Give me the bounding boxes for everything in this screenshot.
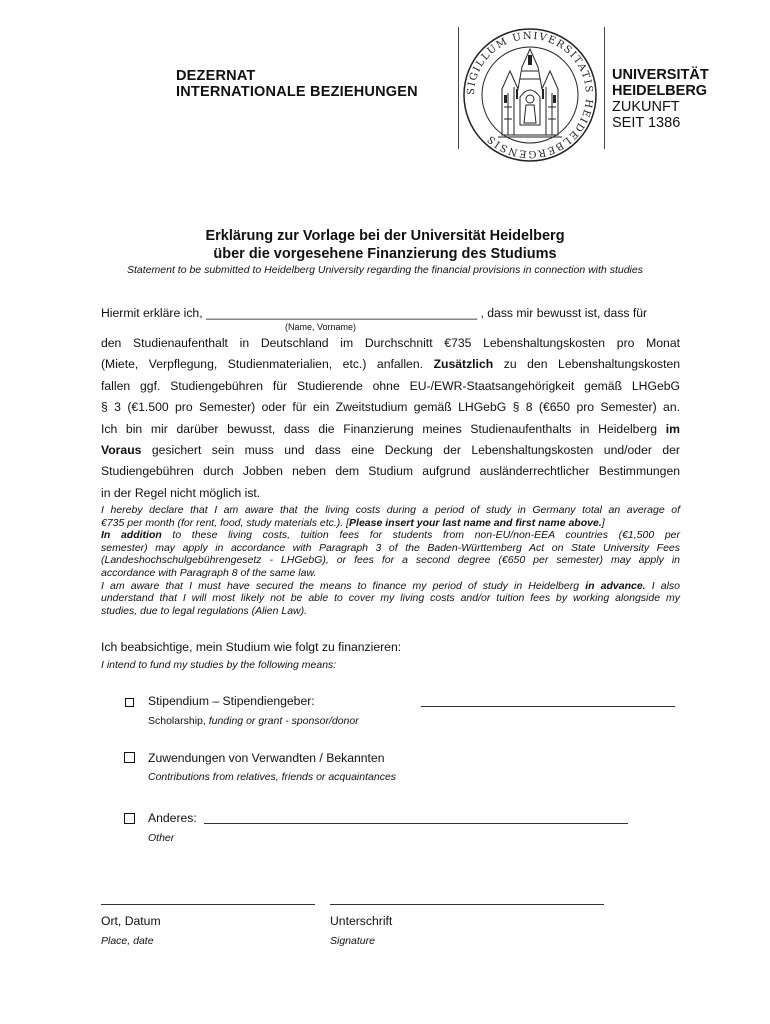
declaration-line: Voraus gesichert sein muss und dass eine Deckung der Lebenshaltungskosten und/oder der [101, 442, 680, 457]
signature-input-line[interactable] [330, 904, 604, 905]
relatives-english: Contributions from relatives, friends or acquaintances [148, 771, 397, 783]
declaration-paragraph [101, 333, 680, 504]
emphasis-voraus: Voraus [101, 442, 142, 457]
university-line-4: SEIT 1386 [612, 115, 681, 131]
declaration-line: (Miete, Verpflegung, Studienmaterialien, etc.) anfallen. Zusätzlich zu den Lebenshaltungskosten [101, 357, 681, 372]
sponsor-input-line[interactable] [421, 706, 675, 707]
place-date-input-line[interactable] [101, 904, 315, 905]
english-translation [101, 504, 680, 617]
translation-line: (Landeshochschulgebührengesetz - LHGebG), or fees for a second degree (€650 per semester) may apply in [101, 554, 680, 567]
scholarship-checkbox[interactable] [125, 698, 134, 707]
other-input-line[interactable] [204, 823, 628, 824]
divider-right [604, 27, 605, 149]
university-seal [462, 27, 598, 163]
emphasis-im: im [665, 421, 680, 436]
university-line-1: UNIVERSITÄT [612, 67, 709, 83]
university-line-3: ZUKUNFT [612, 99, 680, 115]
document-subtitle: Statement to be submitted to Heidelberg University regarding the financial provisions in connection with studies [127, 264, 643, 276]
declaration-line: Ich bin mir darüber bewusst, dass die Finanzierung meines Studienaufenthalts in Heidelberg im [101, 421, 680, 436]
declaration-line: § 3 (€1.500 pro Semester) oder für ein Zweitstudium gemäß LHGebG § 8 (€650 pro Semester) an. [101, 400, 680, 415]
university-name [612, 67, 709, 131]
declaration-line: den Studienaufenthalt in Deutschland im Durchschnitt €735 Lebenshaltungskosten pro Monat [101, 336, 680, 350]
department-line-2: INTERNATIONALE BEZIEHUNGEN [176, 84, 418, 100]
relatives-checkbox[interactable] [124, 752, 135, 763]
declaration-line: in der Regel nicht möglich ist. [101, 485, 261, 500]
name-field-hint: (Name, Vorname) [285, 322, 357, 332]
divider-left [458, 27, 459, 149]
translation-line: semester) may apply in accordance with Paragraph 3 of the Baden-Württemberg Act on State University Fees [101, 541, 680, 554]
signature-english: Signature [330, 935, 375, 947]
other-label: Anderes: [148, 811, 197, 825]
translation-line: I hereby declare that I am aware that the living costs during a period of study in Germany total an average of [101, 504, 680, 516]
document-title-line-1: Erklärung zur Vorlage bei der Universität Heidelberg [205, 228, 565, 244]
scholarship-label: Stipendium – Stipendiengeber: [148, 694, 315, 708]
signature-label: Unterschrift [330, 914, 393, 928]
declaration-line: Studiengebühren durch Jobben neben dem Studium aufgrund ausländerrechtlicher Bestimmungen [101, 464, 680, 479]
department-name [176, 68, 418, 100]
other-english: Other [148, 832, 175, 844]
translation-line: €735 per month (for rent, food, study materials etc.). [Please insert your last name and first name above.] [101, 516, 605, 529]
relatives-label: Zuwendungen von Verwandten / Bekannten [148, 751, 385, 765]
translation-line: In addition to these living costs, tuition fees for students from non-EU/non-EEA countries (€1,500 per [101, 529, 680, 542]
declaration-start: Hiermit erkläre ich, [101, 306, 203, 320]
declaration-end: , dass mir bewusst ist, dass für [480, 306, 648, 320]
translation-line: studies, due to legal regulations (Alien Law). [101, 604, 308, 617]
declaration-first-line [101, 306, 680, 320]
funding-intro: Ich beabsichtige, mein Studium wie folgt zu finanzieren: [101, 640, 402, 654]
emphasis-additionally: Zusätzlich [433, 357, 494, 372]
translation-line: understand that I will most likely not be able to cover my living costs and/or tuition fees by working alongside my [101, 592, 680, 605]
declaration-line: fallen ggf. Studiengebühren für Studierende ohne EU-/EWR-Staatsangehörigkeit gemäß LHGebG [101, 378, 680, 393]
document-title-line-2: über die vorgesehene Finanzierung des Studiums [213, 246, 557, 262]
place-date-english: Place, date [101, 935, 154, 947]
other-checkbox[interactable] [124, 813, 135, 824]
funding-intro-english: I intend to fund my studies by the following means: [101, 659, 337, 671]
scholarship-english: Scholarship, funding or grant - sponsor/donor [148, 715, 359, 727]
name-input-blank[interactable]: ________________________________________ [205, 306, 478, 320]
translation-line: accordance with Paragraph 8 of the same law. [101, 566, 317, 579]
translation-line: I am aware that I must have secured the means to finance my period of study in Heidelberg in advance. I also [101, 579, 680, 592]
department-line-1: DEZERNAT [176, 68, 256, 84]
place-date-label: Ort, Datum [101, 914, 161, 928]
seal-inscription: SIGILLUM UNIVERSITATIS HEIDELBERGENSIS [465, 30, 595, 160]
university-line-2: HEIDELBERG [612, 83, 708, 99]
